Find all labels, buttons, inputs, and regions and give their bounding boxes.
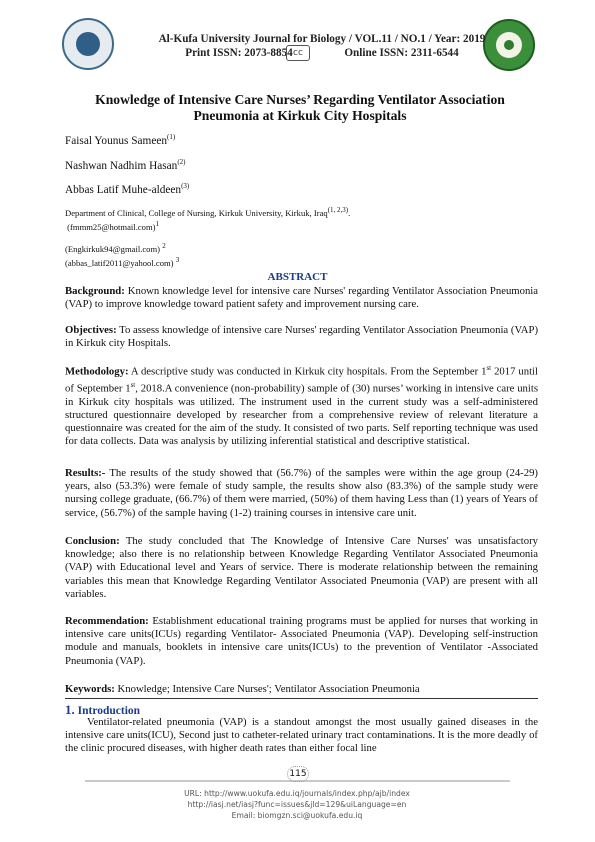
footer bbox=[167, 786, 427, 832]
methodology-text: A descriptive study was conducted in Kirkuk city hospitals. From the September 1 bbox=[130, 365, 487, 378]
title-line-2: Pneumonia at Kirkuk City Hospitals bbox=[193, 108, 407, 123]
abstract-objectives bbox=[65, 324, 538, 350]
affiliation-mark: (1, 2,3) bbox=[327, 206, 349, 214]
objectives-text: To assess knowledge of intensive care Nurses' regarding Ventilator Association Pneumonia (VAP) in Kirkuk city Hospitals. bbox=[65, 324, 539, 350]
recommendation-label: Recommendation: bbox=[65, 615, 149, 627]
open-access-icon: cc bbox=[286, 45, 310, 61]
methodology-sup-1: st bbox=[486, 364, 492, 372]
author-name: Nashwan Nadhim Hasan bbox=[65, 159, 178, 172]
author-name: Abbas Latif Muhe-aldeen bbox=[65, 183, 182, 196]
author-3 bbox=[65, 182, 189, 196]
paper-title bbox=[60, 92, 540, 124]
journal-header bbox=[122, 33, 522, 60]
issn-print: Print ISSN: 2073-8854 bbox=[185, 47, 293, 59]
affiliation: Department of Clinical, College of Nursing, Kirkuk University, Kirkuk, Iraq$^{(1, 2,3)}$. (fmmm25@hotmail.com)$^1$ (Engkirkuk94@gmail.com) $^2$ (abbas_latif2011@yahool.com) $^3$ bbox=[65, 206, 351, 268]
author-1 bbox=[65, 133, 175, 147]
recommendation-text: Establishment educational training programs must be applied for nurses that working in intensive care units(ICUs) regarding Ventilator- Associated Pneumonia (VAP). Developing self-instruction module and manuals, booklets in intensive care units(ICUs) to the prevention of Ventilator -Associated Pneumonia (VAP). bbox=[65, 615, 539, 667]
section-title: Introduction bbox=[77, 705, 141, 717]
section-divider bbox=[65, 698, 538, 699]
abstract-heading: ABSTRACT bbox=[267, 271, 328, 283]
email-2-mark: 2 bbox=[162, 241, 166, 250]
methodology-text-3: , 2018.A convenience (non-probability) sample of (30) nurses’ working in intensive care units in Kirkuk city hospitals was utilized. The instrument used in the current study was a self-administered structured questionnaire developed by researcher from a comprehensive review of relevant literature a questionnaire was created for the aim of the study. It consisted of two parts. Self reporting technique was used for data collects. Data was analysis by utilizing inferential statistical and descriptive statistical. bbox=[65, 382, 538, 448]
results-text: The results of the study showed that (56.7%) of the samples were within the age group (24-29) years, also (53.3%) were female of study sample, the results show also (83.3%) of the sample study were nursing college graduate, (66.7%) of them were married, (50%) of them having Less than (1) years of Years of service, (56.7%) of the sample having (1-2) training courses in intensive care unit. bbox=[65, 467, 538, 519]
abstract-background bbox=[65, 285, 538, 311]
keywords-label: Keywords: bbox=[65, 683, 115, 695]
author-name: Faisal Younus Sameen bbox=[65, 134, 167, 147]
results-label: Results:- bbox=[65, 467, 106, 479]
email-1[interactable]: (fmmm25@hotmail.com) bbox=[67, 221, 156, 232]
introduction-text: Ventilator-related pneumonia (VAP) is a standout amongst the most usually gained diseases in the intensive care units(ICU), Second just to catheter-related urinary tract contaminations. It is the more deadly of the clinic procured diseases, with higher death rates than either focal line bbox=[65, 716, 538, 755]
conclusion-label: Conclusion: bbox=[65, 535, 120, 547]
author-2 bbox=[65, 158, 185, 172]
university-seal-icon bbox=[62, 18, 114, 70]
page-number: 115 bbox=[287, 766, 309, 782]
background-label: Background: bbox=[65, 285, 125, 297]
methodology-label: Methodology: bbox=[65, 365, 129, 378]
footer-url-2[interactable]: http://iasj.net/iasj?func=issues&jld=129&uiLanguage=en bbox=[187, 800, 407, 809]
author-mark: (1) bbox=[167, 133, 176, 141]
email-3-mark: 3 bbox=[175, 255, 180, 264]
author-mark: (3) bbox=[181, 182, 190, 190]
email-2[interactable]: (Engkirkuk94@gmail.com) bbox=[65, 243, 161, 254]
author-mark: (2) bbox=[177, 158, 186, 166]
title-line-1: Knowledge of Intensive Care Nurses’ Regarding Ventilator Association bbox=[95, 92, 505, 107]
affiliation-dept: Department of Clinical, College of Nursing, Kirkuk University, Kirkuk, Iraq bbox=[65, 207, 328, 218]
keywords bbox=[65, 683, 538, 696]
abstract-recommendation bbox=[65, 615, 538, 668]
background-text: Known knowledge level for intensive care Nurses' regarding Ventilator Association Pneumonia (VAP) to improve knowledge toward patient safety and improvement nursing care. bbox=[65, 285, 539, 311]
issn-online: Online ISSN: 2311-6544 bbox=[344, 47, 459, 59]
methodology-text-2: 2017 until of September 1 bbox=[65, 365, 538, 395]
email-3[interactable]: (abbas_latif2011@yahool.com) bbox=[65, 257, 174, 268]
abstract-results bbox=[65, 467, 538, 520]
section-number: 1. bbox=[65, 702, 75, 717]
conclusion-text: The study concluded that The Knowledge of Intensive Care Nurses' was unsatisfactory knowledge; also there is no relationship between Knowledge Regarding Ventilator Associated Pneumonia (VAP) with Educational level and Years of service. There is moderate relationship between the remaining variables this mean that Knowledge Regarding Ventilator Associated Pneumonia (VAP) are present with all variables. bbox=[65, 535, 538, 600]
footer-url-1[interactable]: URL: http://www.uokufa.edu.iq/journals/index.php/ajb/index bbox=[184, 789, 410, 798]
methodology-sup-2: st bbox=[130, 380, 136, 389]
abstract-methodology bbox=[65, 362, 538, 448]
footer-email[interactable]: Email: biomgzn.sci@uokufa.edu.iq bbox=[231, 811, 363, 820]
email-1-mark: 1 bbox=[155, 219, 160, 228]
keywords-text: Knowledge; Intensive Care Nurses'; Ventilator Association Pneumonia bbox=[117, 683, 420, 695]
abstract-conclusion bbox=[65, 535, 538, 601]
journal-line: Al-Kufa University Journal for Biology / VOL.11 / NO.1 / Year: 2019 bbox=[158, 33, 486, 45]
objectives-label: Objectives: bbox=[65, 324, 117, 336]
